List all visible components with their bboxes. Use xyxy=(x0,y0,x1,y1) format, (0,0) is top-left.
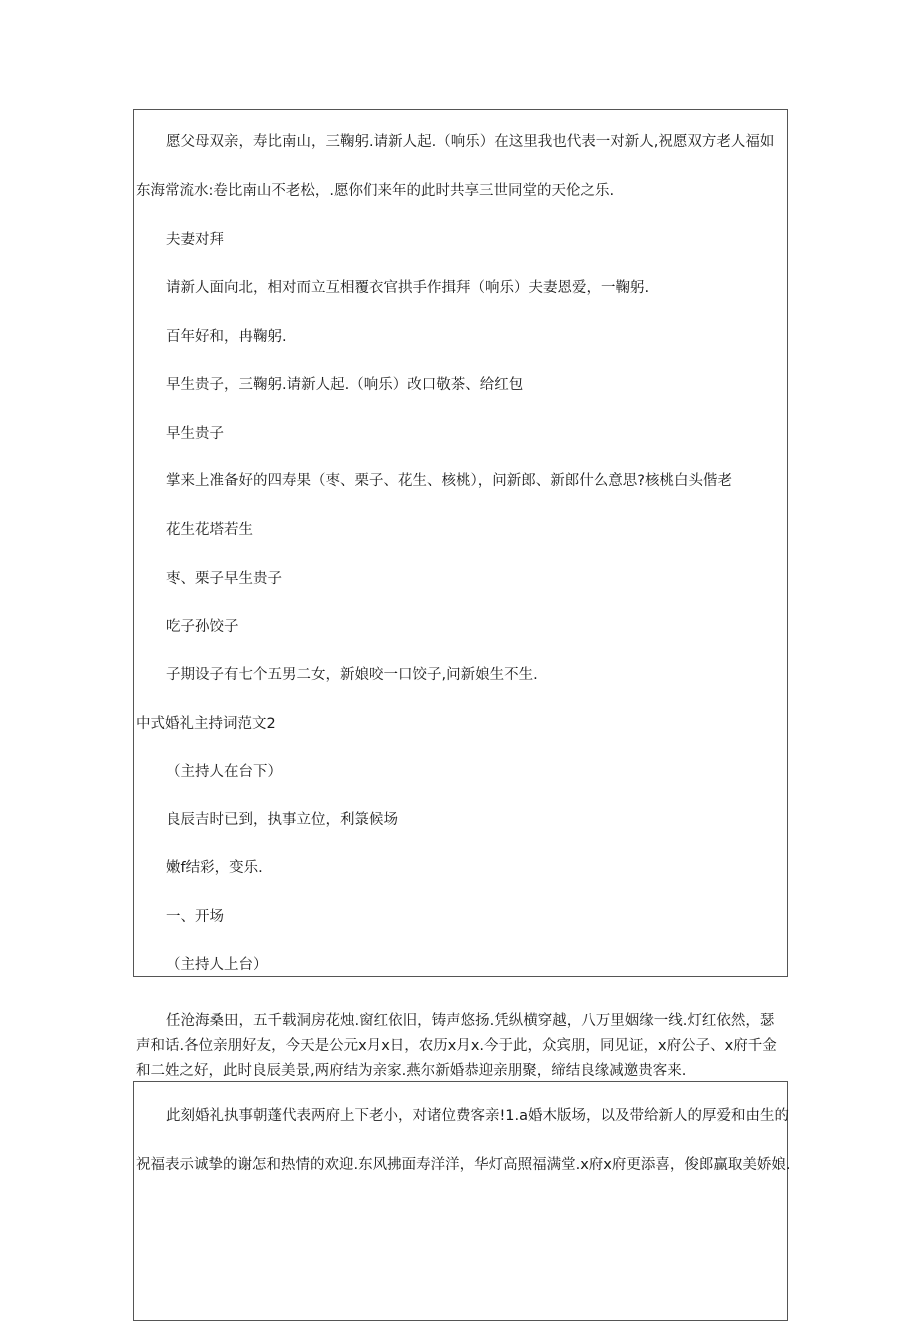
section-heading: 早生贵子 xyxy=(166,426,224,442)
paragraph-line: 子期设子有七个五男二女，新娘咬一口饺子,问新娘生不生. xyxy=(166,667,538,683)
paragraph-line: 百年好和，冉鞠躬. xyxy=(166,329,287,345)
paragraph-line: 枣、栗子早生贵子 xyxy=(166,571,282,587)
document-subtitle: 中式婚礼主持词范文2 xyxy=(136,716,276,732)
paragraph-line: 此刻婚礼执事朝蓬代表两府上下老小，对诸位费客亲!1.a婚木版场，以及带给新人的厚爱和由生的 xyxy=(166,1108,790,1124)
document-page-frame-top xyxy=(133,109,788,977)
paragraph-line: 愿父母双亲，寿比南山，三鞠躬.请新人起.（响乐）在这里我也代表一对新人,祝愿双方老人福如 xyxy=(166,134,775,150)
paragraph-line: 早生贵子，三鞠躬.请新人起.（响乐）改口敬茶、给红包 xyxy=(166,377,524,393)
paragraph-line: 良辰吉时已到，执事立位，利箓候场 xyxy=(166,812,398,828)
section-heading: 一、开场 xyxy=(166,909,224,925)
stage-direction: （主持人在台下） xyxy=(166,764,282,780)
paragraph-line: 东海常流水:卷比南山不老松，.愿你们来年的此时共享三世同堂的天伦之乐. xyxy=(136,183,615,199)
paragraph-line: 声和话.各位亲朋好友，今天是公元x月x日，农历x月x.今于此，众宾朋，同见证，x府公子、x府千金 xyxy=(136,1038,777,1054)
paragraph-line: 花生花塔若生 xyxy=(166,522,253,538)
paragraph-line: 掌来上准备好的四寿果（枣、栗子、花生、核桃），问新郎、新郎什么意思?核桃白头偕老 xyxy=(166,473,732,489)
paragraph-line: 祝福表示诚挚的谢怎和热情的欢迎.东风拂面寿洋洋，华灯高照福满堂.x府x府更添喜，俊郎赢取美娇娘. xyxy=(136,1157,791,1173)
paragraph-line: 和二姓之好，此时良辰美景,两府结为亲家.燕尔新婚恭迎亲朋聚，缔结良缘减邀贵客来. xyxy=(136,1063,687,1079)
paragraph-line: 任沧海桑田，五千载洞房花烛.窗红依旧，铸声悠扬.凭纵横穿越，八万里姻缘一线.灯红依然，瑟 xyxy=(166,1013,775,1029)
section-heading: 夫妻对拜 xyxy=(166,232,224,248)
paragraph-line: 请新人面向北，相对而立互相覆衣官拱手作揖拜（响乐）夫妻恩爱，一鞠躬. xyxy=(166,280,650,296)
stage-direction: （主持人上台） xyxy=(166,957,268,973)
paragraph-line: 嫩f结彩，变乐. xyxy=(166,860,263,876)
paragraph-line: 吃子孙饺子 xyxy=(166,619,239,635)
